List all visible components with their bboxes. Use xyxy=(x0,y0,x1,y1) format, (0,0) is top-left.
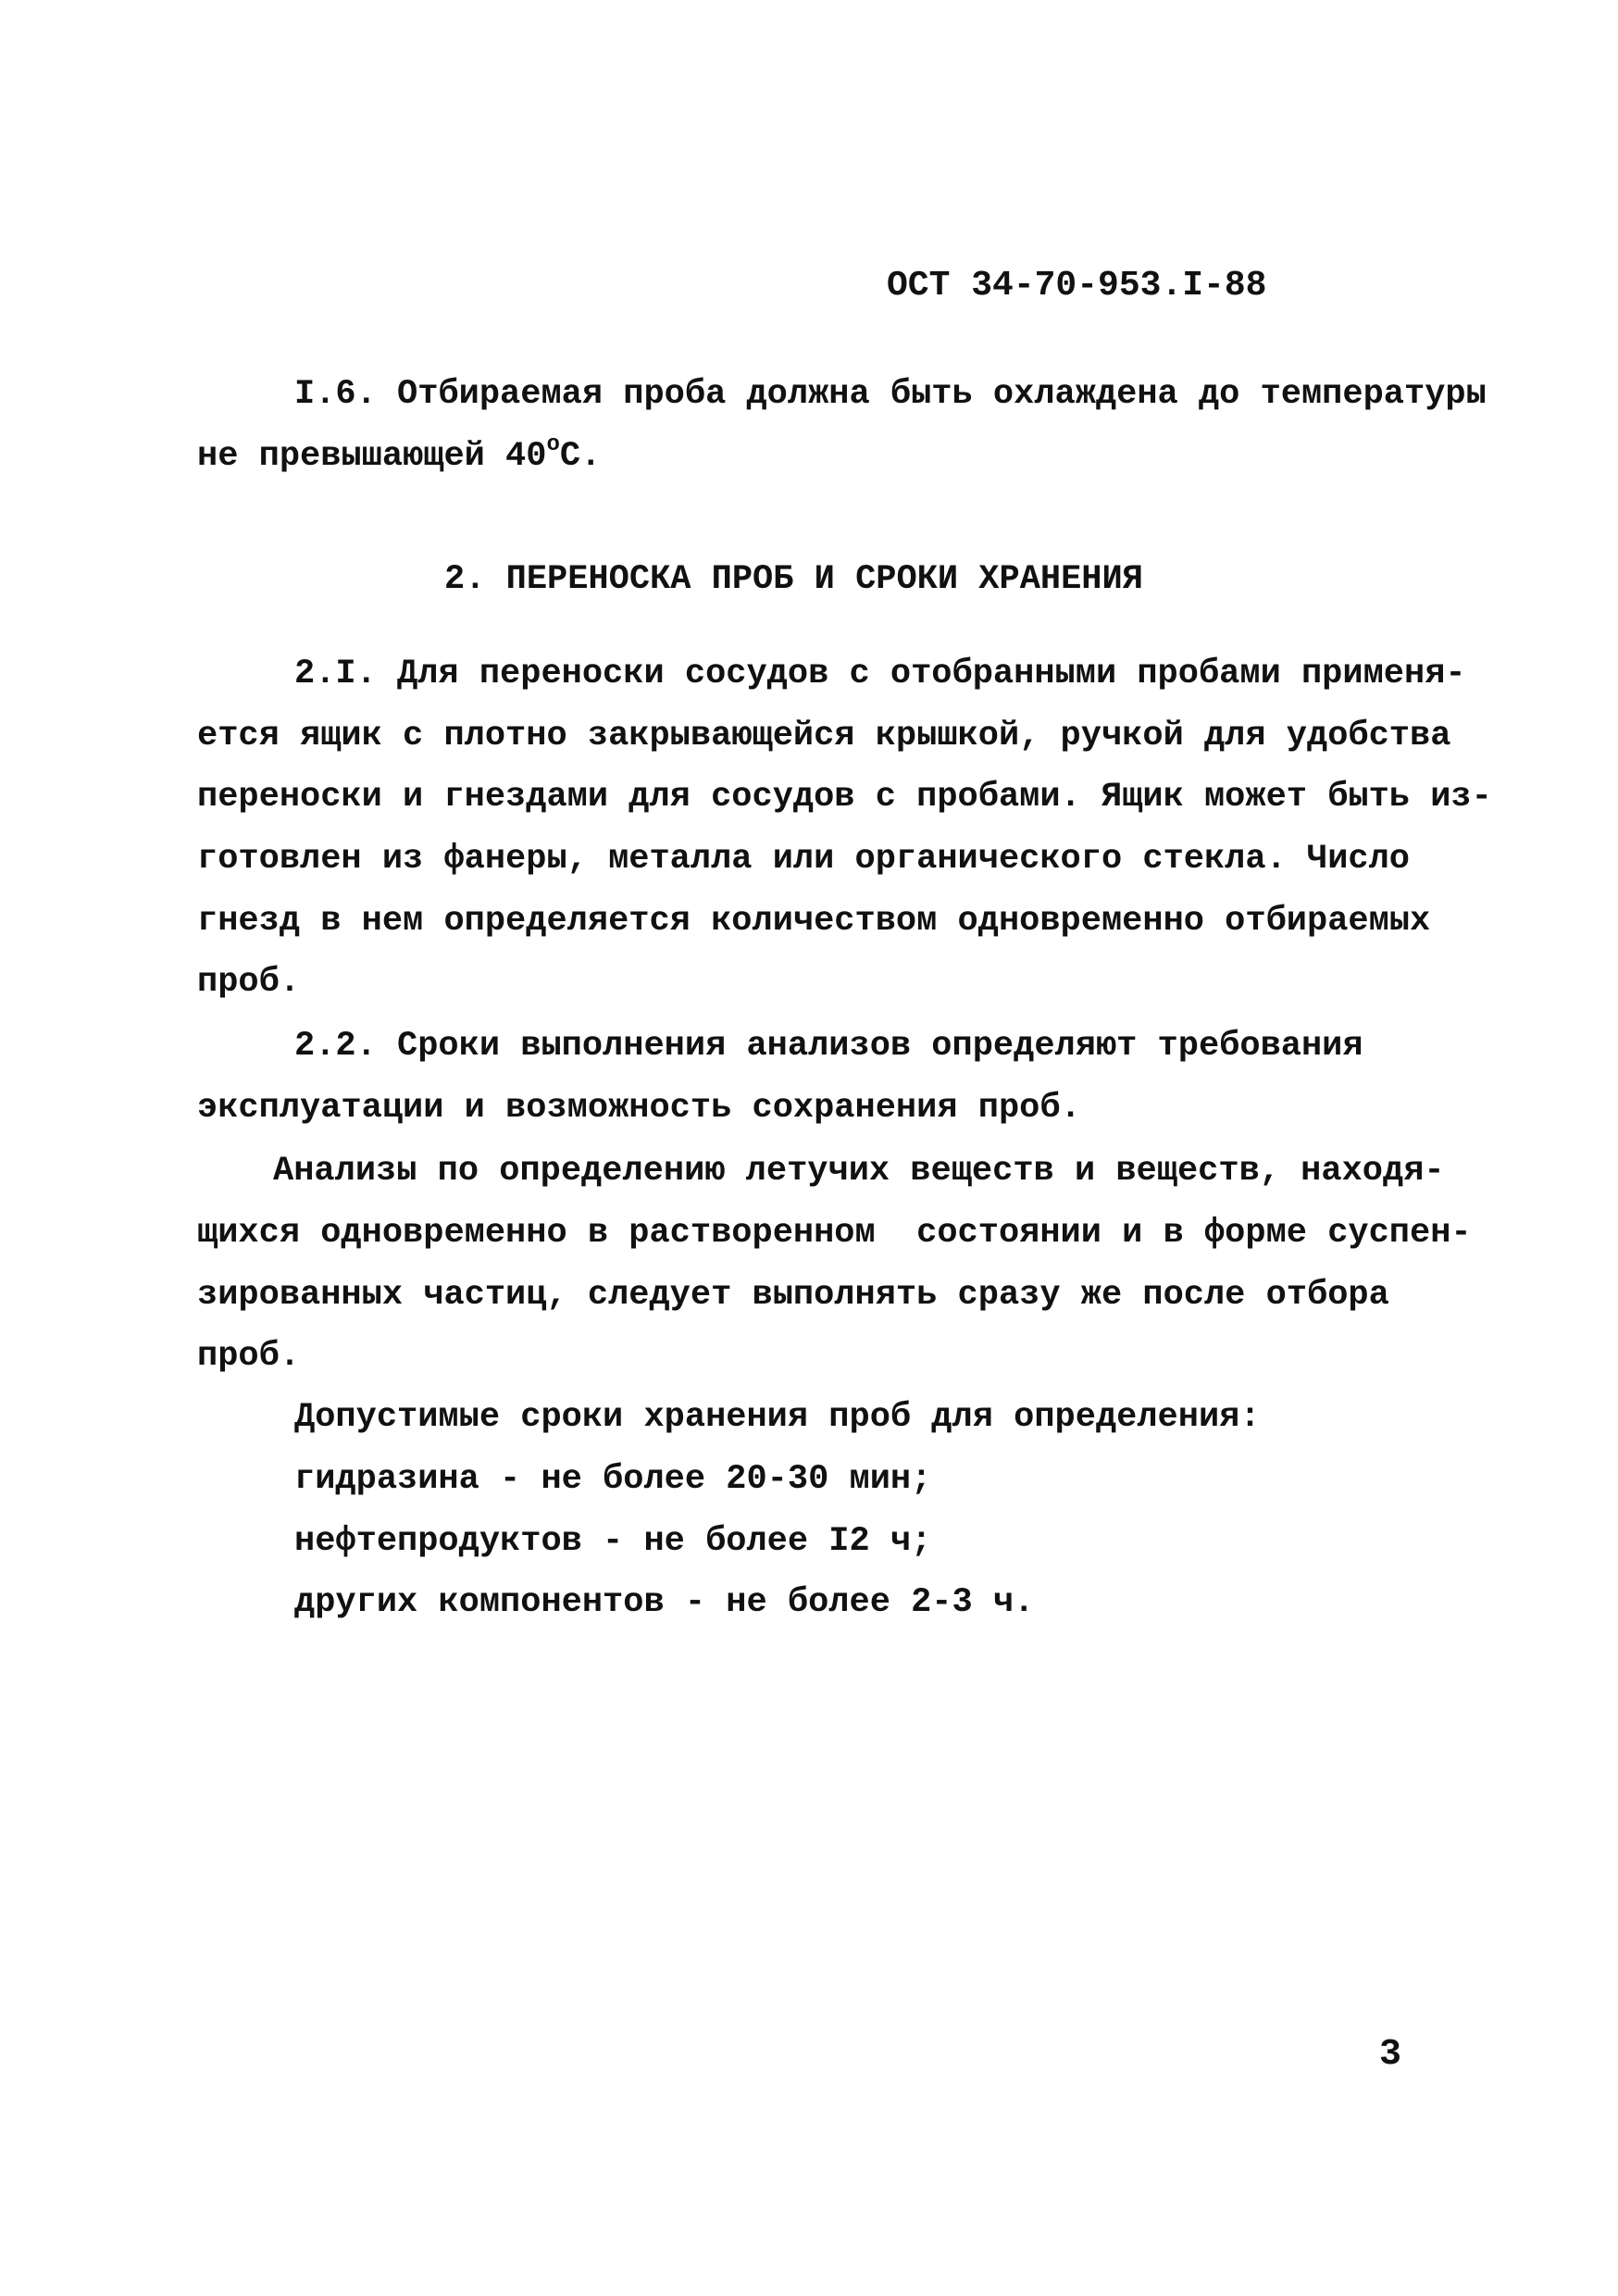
analyses-paragraph-line-2: щихся одновременно в растворенном состоянии и в форме суспен- xyxy=(197,1214,1472,1253)
storage-item-petroleum: нефтепродуктов - не более I2 ч; xyxy=(294,1522,932,1561)
analyses-paragraph-line-3: зированных частиц, следует выполнять сразу же после отбора xyxy=(197,1276,1389,1315)
storage-item-other: других компонентов - не более 2-3 ч. xyxy=(294,1583,1035,1622)
storage-intro: Допустимые сроки хранения проб для определения: xyxy=(294,1398,1261,1437)
paragraph-1-6-line-1: I.6. Отбираемая проба должна быть охлаждена до температуры xyxy=(294,375,1487,414)
section-2-heading: 2. ПЕРЕНОСКА ПРОБ И СРОКИ ХРАНЕНИЯ xyxy=(444,560,1143,599)
paragraph-2-1-line-2: ется ящик с плотно закрывающейся крышкой, ручкой для удобства xyxy=(197,717,1451,755)
paragraph-2-1-line-3: переноски и гнездами для сосудов с пробами. Ящик может быть из- xyxy=(197,778,1492,817)
analyses-paragraph-line-4: проб. xyxy=(197,1337,301,1376)
paragraph-2-1-line-6: проб. xyxy=(197,963,301,1002)
paragraph-1-6-line-2-unit: С. xyxy=(559,437,602,476)
paragraph-2-1-line-1: 2.I. Для переноски сосудов с отобранными пробами применя- xyxy=(294,655,1466,693)
paragraph-1-6-line-2-text: не превышающей 40 xyxy=(197,437,547,476)
storage-item-hydrazine: гидразина - не более 20-30 мин; xyxy=(294,1460,932,1499)
paragraph-2-2-line-2: эксплуатации и возможность сохранения проб. xyxy=(197,1089,1081,1128)
paragraph-2-2-line-1: 2.2. Сроки выполнения анализов определяют требования xyxy=(294,1027,1363,1066)
paragraph-2-1-line-5: гнезд в нем определяется количеством одновременно отбираемых xyxy=(197,902,1431,941)
degree-superscript: о xyxy=(546,432,560,457)
analyses-paragraph-line-1: Анализы по определению летучих веществ и веществ, находя- xyxy=(273,1152,1445,1191)
paragraph-1-6-line-2 xyxy=(197,432,602,476)
document-code: ОСТ 34-70-953.I-88 xyxy=(887,266,1267,306)
paragraph-2-1-line-4: готовлен из фанеры, металла или органического стекла. Число xyxy=(197,840,1411,879)
page-number: 3 xyxy=(1379,2034,1402,2076)
